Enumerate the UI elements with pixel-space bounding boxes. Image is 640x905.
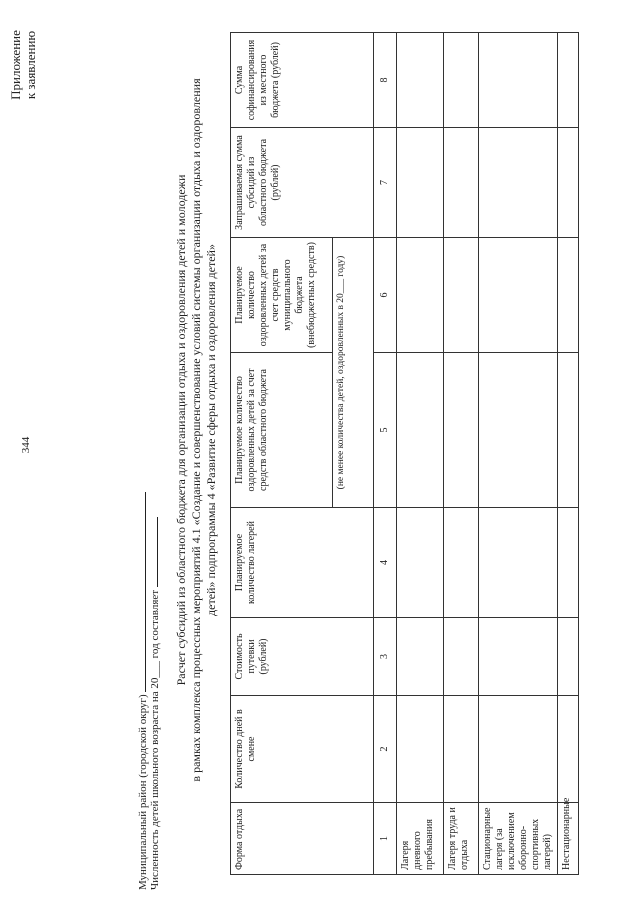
header-form: Форма отдыха [231,803,374,875]
table-cell [444,508,479,618]
municipality-blank [134,492,146,692]
title-line-1: Расчет субсидий из областного бюджета для организации отдыха и оздоровления детей и молодежи [174,174,188,686]
subsidy-table [230,32,579,875]
table-cell [444,33,479,128]
table-cell [397,696,444,803]
table-cell [558,238,579,353]
appendix-line-2: к заявлению [23,30,38,100]
table-cell [479,238,558,353]
table-row [397,33,444,875]
table-cell [444,696,479,803]
table-row [479,33,558,875]
children-count-line [146,517,161,890]
table-cell [397,238,444,353]
column-number: 1 [374,803,397,875]
appendix-label [8,15,38,115]
year-blank: ___ [149,661,161,678]
row-label: Стационарные лагеря (за исключением оборонно-спортивных лагерей) [479,803,558,875]
table-cell [479,33,558,128]
title-line-2: в рамках комплекса процессных мероприятий 4.1 «Создание и совершенствование условий системы организации отдыха и оздоровления [189,78,203,782]
table-cell [479,508,558,618]
column-number: 3 [374,618,397,696]
table-cell [397,33,444,128]
header-row [231,33,333,875]
header-municipal: Планируемое количество оздоровленных детей за счет средств муниципального бюджета (внебюджетных средств) [231,238,333,353]
column-number-row [374,33,397,875]
row-label: Лагеря труда и отдыха [444,803,479,875]
header-subsidy: Запрашиваемая сумма субсидий из областного бюджета (рублей) [231,128,374,238]
table-row [558,33,579,875]
table-cell [479,353,558,508]
header-regional: Планируемое количество оздоровленных детей за счет средств областного бюджета [231,353,333,508]
row-label: Нестационарные [558,803,579,875]
table-cell [397,353,444,508]
table-cell [558,618,579,696]
table-cell [397,508,444,618]
appendix-line-1: Приложение [8,30,23,100]
children-count-blank [146,517,158,587]
table-cell [444,128,479,238]
column-number: 8 [374,33,397,128]
table-cell [558,33,579,128]
row-label: Лагеря дневного пребывания [397,803,444,875]
table-cell [444,353,479,508]
table-cell [558,508,579,618]
children-count-prefix: Численность детей школьного возраста на 20 [149,677,161,890]
table-cell [444,618,479,696]
table-cell [397,128,444,238]
title-line-3: детей» подпрограммы 4 «Развитие сферы отдыха и оздоровления детей» [204,244,218,616]
page-number: 344 [20,436,32,454]
column-number: 5 [374,353,397,508]
table-cell [558,696,579,803]
table-row [444,33,479,875]
column-number: 7 [374,128,397,238]
table-cell [558,128,579,238]
column-number: 6 [374,238,397,353]
municipality-label: Муниципальный район (городской округ) [137,694,149,890]
header-note: (не менее количества детей, оздоровленных в 20___ году) [333,238,374,508]
table-cell [444,238,479,353]
column-number: 4 [374,508,397,618]
header-days: Количество дней в смене [231,696,374,803]
header-cost: Стоимость путевки (рублей) [231,618,374,696]
table-cell [397,618,444,696]
header-cofinancing: Сумма софинансирования из местного бюджета (рублей) [231,33,374,128]
header-camps: Планируемое количество лагерей [231,508,374,618]
table-cell [479,696,558,803]
column-number: 2 [374,696,397,803]
children-count-suffix: год составляет [149,589,161,659]
table-cell [479,128,558,238]
calculation-title [174,75,219,785]
table-cell [479,618,558,696]
table-cell [558,353,579,508]
